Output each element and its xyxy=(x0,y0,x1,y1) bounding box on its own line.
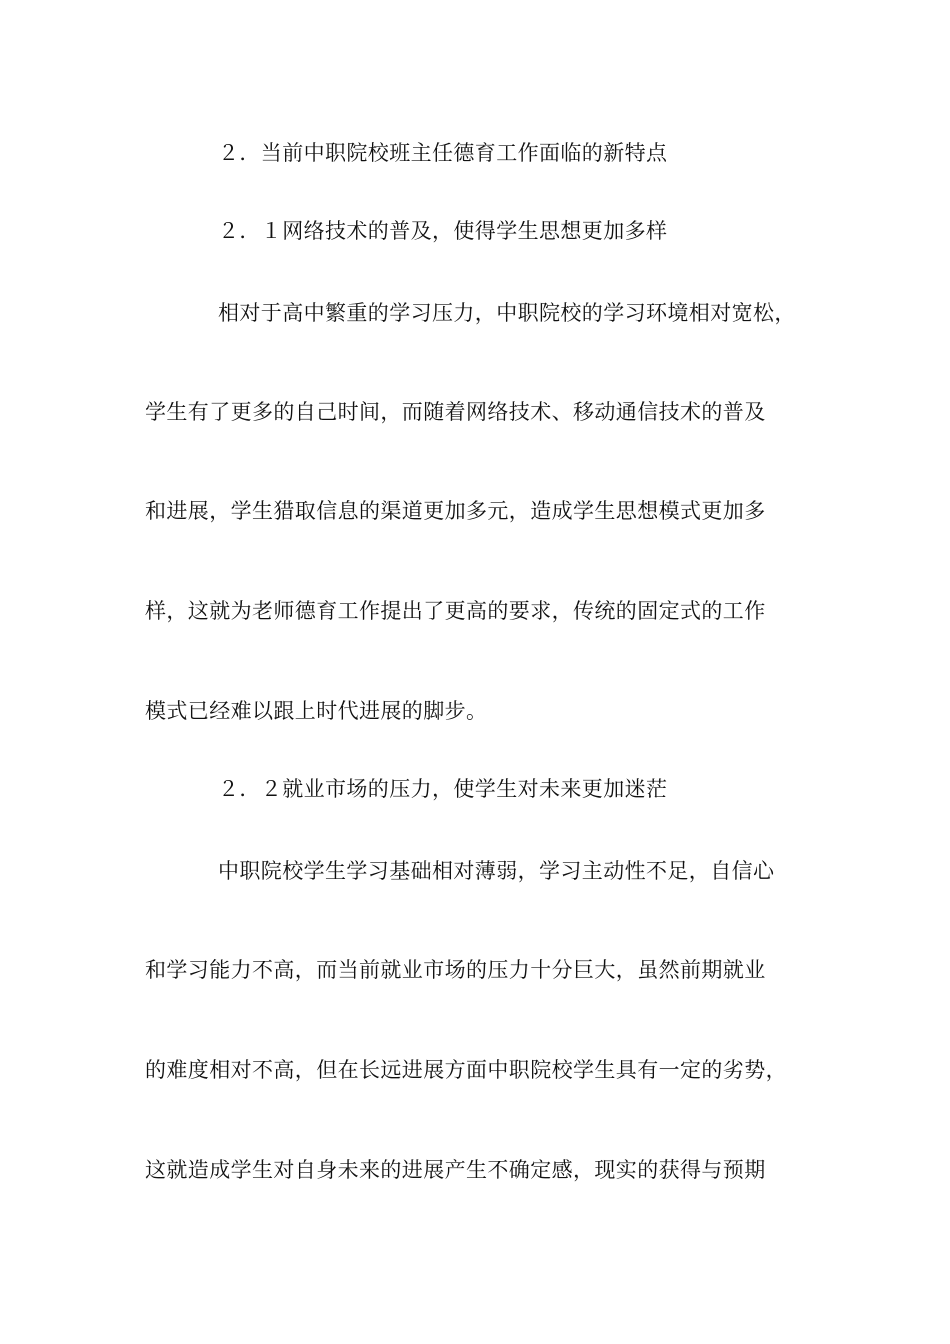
paragraph-line: 样，这就为老师德育工作提出了更高的要求，传统的固定式的工作 xyxy=(145,599,766,623)
subsection-heading-2-2: ２．２就业市场的压力，使学生对未来更加迷茫 xyxy=(218,777,668,801)
paragraph-line: 相对于高中繁重的学习压力，中职院校的学习环境相对宽松， xyxy=(218,301,796,325)
paragraph-line: 模式已经难以跟上时代进展的脚步。 xyxy=(145,699,488,723)
subsection-heading-2-1: ２．１网络技术的普及，使得学生思想更加多样 xyxy=(218,219,668,243)
paragraph-line: 这就造成学生对自身未来的进展产生不确定感，现实的获得与预期 xyxy=(145,1158,766,1182)
paragraph-line: 中职院校学生学习基础相对薄弱，学习主动性不足，自信心 xyxy=(218,859,775,883)
paragraph-line: 和学习能力不高，而当前就业市场的压力十分巨大，虽然前期就业 xyxy=(145,958,766,982)
paragraph-line: 学生有了更多的自己时间，而随着网络技术、移动通信技术的普及 xyxy=(145,400,766,424)
paragraph-line: 和进展，学生猎取信息的渠道更加多元，造成学生思想模式更加多 xyxy=(145,499,766,523)
paragraph-line: 的难度相对不高，但在长远进展方面中职院校学生具有一定的劣势， xyxy=(145,1058,787,1082)
section-heading-2: ２．当前中职院校班主任德育工作面临的新特点 xyxy=(218,141,668,165)
